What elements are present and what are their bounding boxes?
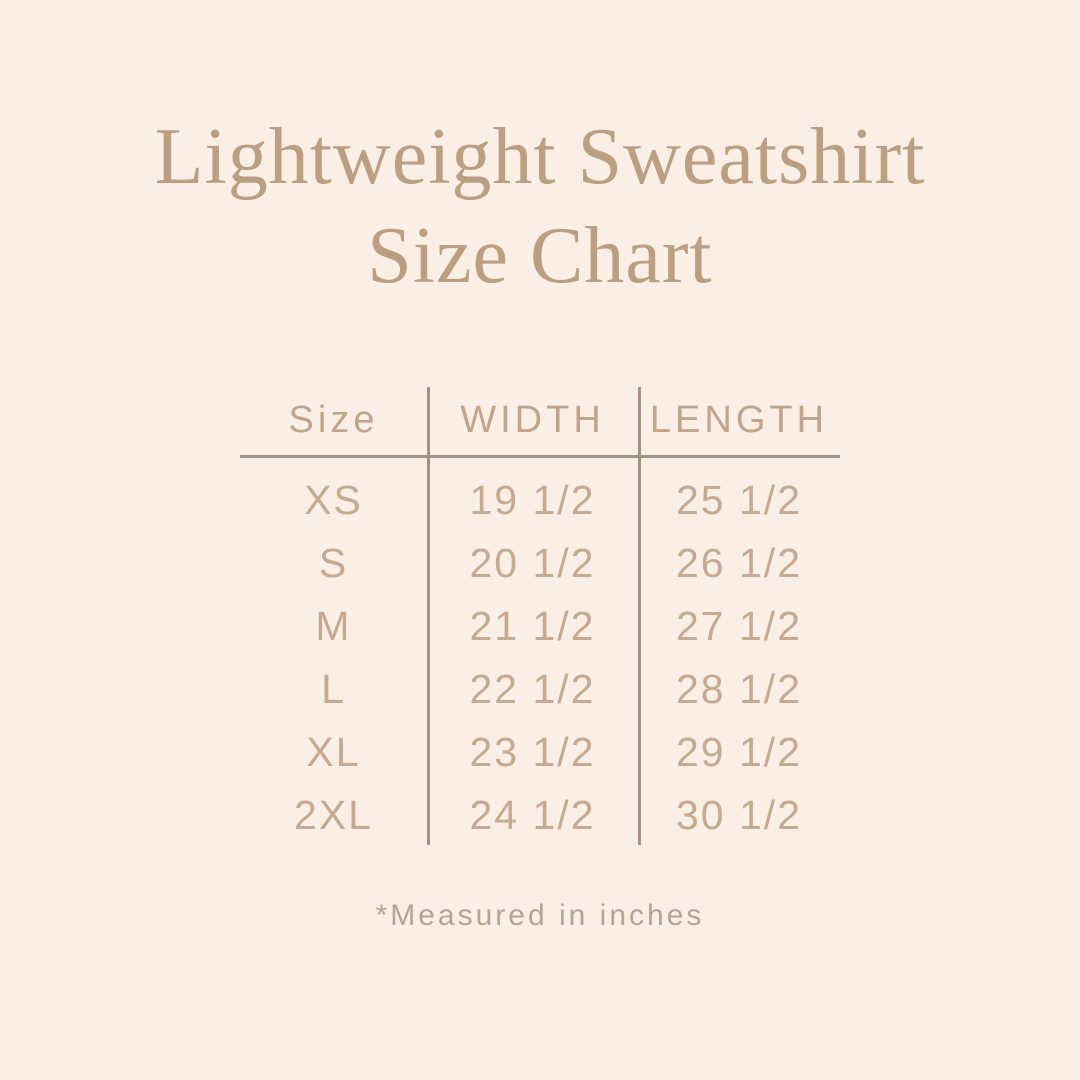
size-cell: L xyxy=(321,666,346,712)
table-row xyxy=(240,469,840,532)
width-cell: 19 1/2 xyxy=(469,477,596,523)
table-row xyxy=(240,532,840,595)
size-table xyxy=(240,385,840,850)
page-title xyxy=(0,108,1080,306)
header-size: Size xyxy=(288,398,379,441)
size-cell: M xyxy=(315,603,352,649)
size-cell: S xyxy=(318,540,349,586)
width-cell: 22 1/2 xyxy=(469,666,596,712)
header-width: WIDTH xyxy=(460,398,605,441)
table-row xyxy=(240,721,840,784)
width-cell: 23 1/2 xyxy=(469,729,596,775)
header-divider-line xyxy=(240,455,840,458)
measurement-footnote: *Measured in inches xyxy=(375,899,705,932)
width-cell: 21 1/2 xyxy=(469,603,596,649)
table-body xyxy=(240,455,840,847)
table-row xyxy=(240,595,840,658)
length-cell: 25 1/2 xyxy=(676,477,802,523)
length-cell: 27 1/2 xyxy=(676,603,802,649)
length-cell: 28 1/2 xyxy=(676,666,802,712)
column-divider-2 xyxy=(638,387,641,845)
page-title-line1: Lightweight Sweatshirt xyxy=(154,113,926,201)
page-title-line2: Size Chart xyxy=(367,212,713,300)
table-row xyxy=(240,784,840,847)
width-cell: 24 1/2 xyxy=(469,792,596,838)
table-header-row xyxy=(240,385,840,455)
size-cell: XS xyxy=(304,477,363,523)
length-cell: 30 1/2 xyxy=(676,792,802,838)
column-divider-1 xyxy=(427,387,430,845)
table-row xyxy=(240,658,840,721)
width-cell: 20 1/2 xyxy=(469,540,596,586)
header-length: LENGTH xyxy=(649,398,829,441)
size-cell: XL xyxy=(306,729,361,775)
size-cell: 2XL xyxy=(294,792,373,838)
length-cell: 29 1/2 xyxy=(676,729,802,775)
length-cell: 26 1/2 xyxy=(676,540,802,586)
